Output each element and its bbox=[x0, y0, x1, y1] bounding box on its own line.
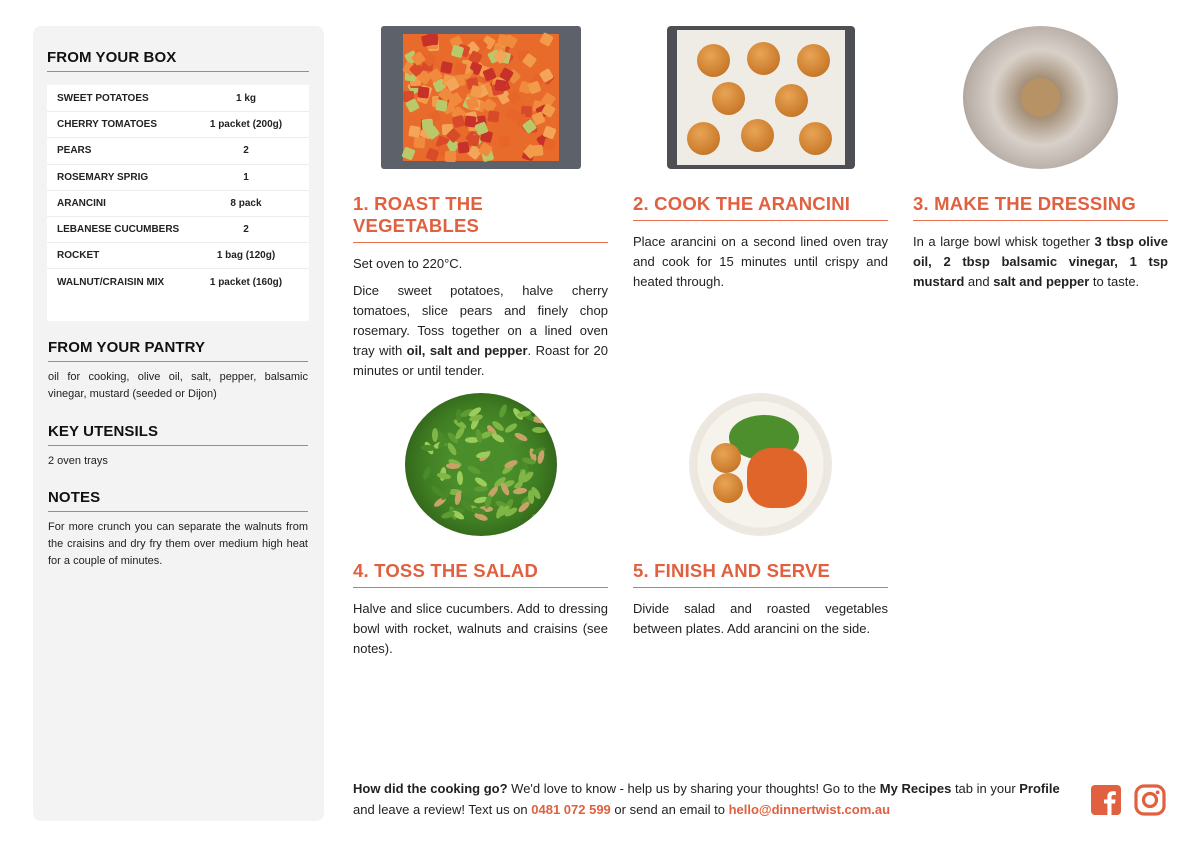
ingredient-name: ROSEMARY SPRIG bbox=[57, 171, 149, 183]
step-text-bold: oil, salt and pepper bbox=[406, 343, 528, 358]
ingredient-name: WALNUT/CRAISIN MIX bbox=[57, 276, 165, 288]
plated-meal-photo bbox=[689, 393, 832, 536]
table-row bbox=[47, 165, 309, 191]
ingredient-qty: 1 kg bbox=[235, 93, 256, 105]
feedback-text-part: and leave a review! Text us on bbox=[353, 802, 532, 817]
notes-section bbox=[48, 489, 308, 570]
ingredient-qty: 1 bag (120g) bbox=[216, 250, 276, 262]
step-body bbox=[633, 232, 888, 292]
utensils-text: 2 oven trays bbox=[48, 455, 108, 467]
step-3 bbox=[913, 26, 1168, 292]
ingredient-qty: 1 packet (200g) bbox=[209, 119, 283, 131]
step-5 bbox=[633, 393, 888, 639]
roast-vegetables-photo bbox=[381, 26, 581, 169]
table-row bbox=[47, 243, 309, 269]
step-body bbox=[353, 599, 608, 659]
table-row bbox=[47, 269, 309, 295]
table-row bbox=[47, 86, 309, 112]
feedback-text-part: We'd love to know - help us by sharing your thoughts! Go to the bbox=[507, 781, 880, 796]
step-text bbox=[353, 281, 608, 381]
facebook-icon[interactable] bbox=[1090, 784, 1122, 816]
utensils-section bbox=[48, 423, 308, 470]
ingredient-qty: 2 bbox=[243, 145, 249, 157]
step-text-part: In a large bowl whisk together bbox=[913, 234, 1095, 249]
step-text-bold: salt and pepper bbox=[993, 274, 1090, 289]
ingredient-name: SWEET POTATOES bbox=[57, 93, 149, 105]
table-row bbox=[47, 191, 309, 217]
ingredient-name: LEBANESE CUCUMBERS bbox=[57, 224, 180, 236]
feedback-text-part: or send an email to bbox=[610, 802, 729, 817]
profile-link[interactable]: Profile bbox=[1019, 781, 1060, 796]
notes-title: NOTES bbox=[48, 489, 308, 512]
ingredient-name: ROCKET bbox=[57, 250, 100, 262]
salad-bowl-photo bbox=[405, 393, 557, 536]
pantry-section bbox=[48, 339, 308, 403]
step-body bbox=[913, 232, 1168, 292]
step-text-bold: 3 tbsp olive oil, 2 tbsp balsamic vinegar, 1 tsp mustard bbox=[913, 234, 1168, 289]
step-text-part: . Roast for 20 minutes or until tender. bbox=[353, 343, 609, 378]
step-title: 3. MAKE THE DRESSING bbox=[913, 193, 1168, 221]
pantry-text: oil for cooking, olive oil, salt, pepper, balsamic vinegar, mustard (seeded or Dijon) bbox=[48, 371, 308, 400]
ingredient-name: CHERRY TOMATOES bbox=[57, 119, 158, 131]
step-text: Divide salad and roasted vegetables between plates. Add arancini on the side. bbox=[633, 601, 888, 636]
my-recipes-link[interactable]: My Recipes bbox=[879, 781, 952, 796]
ingredient-qty: 8 pack bbox=[230, 197, 262, 209]
table-row bbox=[47, 217, 309, 243]
dressing-bowl-photo bbox=[963, 26, 1118, 169]
step-title: 4. TOSS THE SALAD bbox=[353, 560, 608, 588]
instagram-icon[interactable] bbox=[1134, 784, 1166, 816]
step-text-part: to taste. bbox=[1089, 274, 1140, 289]
step-text: Set oven to 220°C. bbox=[353, 256, 463, 271]
feedback-text bbox=[353, 778, 1078, 820]
pantry-title: FROM YOUR PANTRY bbox=[48, 339, 308, 362]
feedback-question: How did the cooking go? bbox=[353, 781, 508, 796]
step-title: 5. FINISH AND SERVE bbox=[633, 560, 888, 588]
step-text: Halve and slice cucumbers. Add to dressing bowl with rocket, walnuts and craisins (see notes). bbox=[353, 601, 608, 656]
ingredient-qty: 1 packet (160g) bbox=[209, 276, 283, 288]
step-title: 2. COOK THE ARANCINI bbox=[633, 193, 888, 221]
notes-text: For more crunch you can separate the walnuts from the craisins and dry fry them over medium high heat for a couple of minutes. bbox=[48, 521, 308, 567]
feedback-text-part: tab in your bbox=[951, 781, 1020, 796]
arancini-tray-photo bbox=[667, 26, 855, 169]
ingredients-sidebar bbox=[33, 26, 324, 821]
box-ingredients-table bbox=[47, 85, 309, 321]
email-link[interactable]: hello@dinnertwist.com.au bbox=[728, 802, 891, 817]
step-text: Place arancini on a second lined oven tray and cook for 15 minutes until crispy and heated through. bbox=[633, 234, 888, 289]
utensils-title: KEY UTENSILS bbox=[48, 423, 308, 446]
from-your-box-title: FROM YOUR BOX bbox=[47, 49, 309, 72]
step-2 bbox=[633, 26, 888, 292]
ingredient-name: PEARS bbox=[57, 145, 92, 157]
ingredient-qty: 1 bbox=[243, 171, 249, 183]
step-text-part: and bbox=[964, 274, 994, 289]
step-title: 1. ROAST THE VEGETABLES bbox=[353, 193, 608, 243]
ingredient-qty: 2 bbox=[243, 224, 249, 236]
ingredient-name: ARANCINI bbox=[57, 197, 106, 209]
step-body bbox=[633, 599, 888, 639]
table-row bbox=[47, 138, 309, 164]
step-4 bbox=[353, 393, 608, 659]
step-text bbox=[913, 232, 1168, 292]
step-body bbox=[353, 254, 608, 381]
step-1 bbox=[353, 26, 608, 381]
table-row bbox=[47, 112, 309, 138]
step-text-part: Dice sweet potatoes, halve cherry tomatoes, slice pears and finely chop rosemary. Toss together on a lined oven tray with bbox=[353, 283, 608, 358]
phone-link[interactable]: 0481 072 599 bbox=[531, 802, 611, 817]
